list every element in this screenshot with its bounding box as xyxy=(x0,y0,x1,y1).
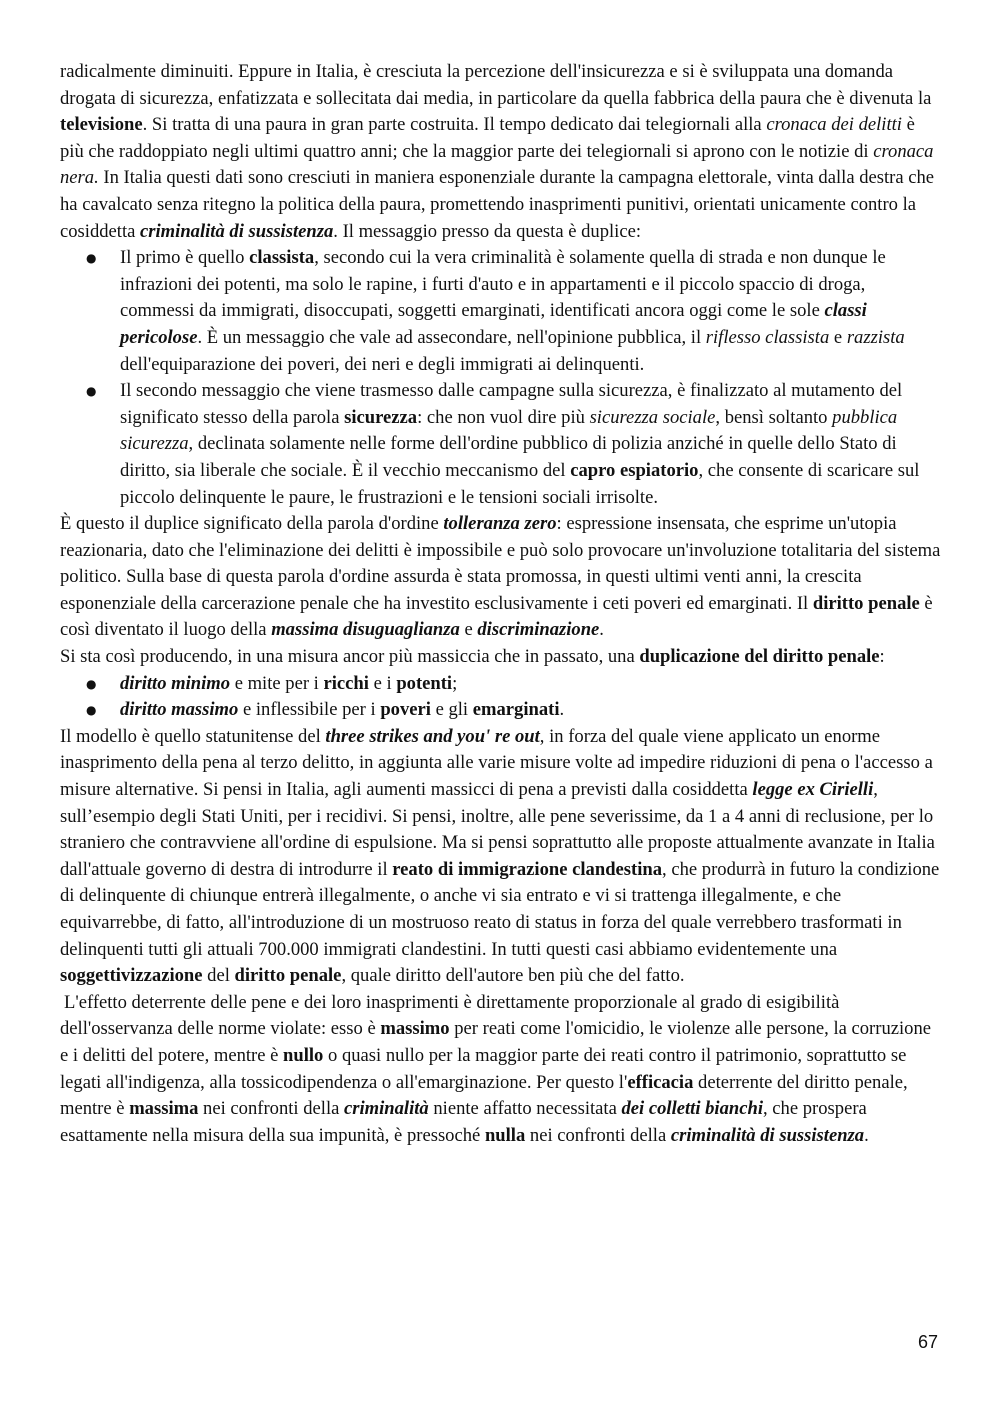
text-run: ; xyxy=(452,672,458,694)
text-run: , che prospera esattamente nella misura della sua impunità, è pressoché xyxy=(60,1098,867,1146)
text-run: razzista xyxy=(846,326,905,348)
text-run: dell'equiparazione dei poveri, dei neri e degli immigrati ai delinquenti. xyxy=(120,353,645,375)
paragraph-tolleranza-zero xyxy=(60,511,942,644)
text-run: niente affatto necessitata xyxy=(428,1098,622,1120)
text-run: diritto penale xyxy=(234,965,342,987)
text-run: . Si tratta di una paura in gran parte costruita. Il tempo dedicato dai telegiornali alla xyxy=(142,114,767,136)
text-run: , declinata solamente nelle forme dell'ordine pubblico di polizia anziché in quelle dello Stato di diritto, sia liberale che sociale. È il vecchio meccanismo del xyxy=(120,433,897,481)
text-run: criminalità di sussistenza xyxy=(670,1124,865,1146)
text-run: massima disuguaglianza xyxy=(271,619,460,641)
text-run: nullo xyxy=(283,1044,324,1066)
text-run: , bensì soltanto xyxy=(715,406,833,428)
text-run: e i xyxy=(368,672,397,694)
bullet-list-diritto xyxy=(60,671,942,724)
text-run: duplicazione del diritto penale xyxy=(639,646,880,668)
text-run: radicalmente diminuiti. Eppure in Italia, è cresciuta la percezione dell'insicurezza e si è sviluppata una domanda drogata di sicurezza, enfatizzata e sollecitata dai media, in particolare da quella fabbrica della paura che è divenuta la xyxy=(60,61,932,109)
text-run: In Italia questi dati sono cresciuti in maniera esponenziale durante la campagna elettorale, vinta dalla destra che ha cavalcato senza ritegno la politica della paura, promettendo inasprimenti punitivi, orientati unicamente contro la cosiddetta xyxy=(60,167,935,242)
text-run: legge ex Cirielli xyxy=(752,779,874,801)
text-run: nulla xyxy=(484,1124,526,1146)
paragraph-duplicazione xyxy=(60,644,942,671)
text-run: emarginati xyxy=(472,699,560,721)
text-run: : che non vuol dire più xyxy=(417,406,590,428)
text-run: diritto penale xyxy=(812,592,920,614)
text-run: deterrente del diritto penale, mentre è xyxy=(60,1071,908,1120)
text-run: pubblica sicurezza xyxy=(120,406,898,455)
text-run: : xyxy=(879,646,885,668)
text-run: , in forza del quale viene applicato un enorme inasprimento della pena al terzo delitto, in aggiunta alle varie misure volte ad impedire riduzioni di pena o l'accesso a misure alternative. Si pensi in Italia, agli aumenti massicci di pena a previsti dalla cosiddetta xyxy=(60,725,933,801)
paragraph-modello-statunitense xyxy=(60,724,942,990)
text-run: cronaca dei delitti xyxy=(766,114,902,136)
text-run: o quasi nullo per la maggior parte dei reati contro il patrimonio, soprattutto se legati all'indigenza, alla tossicodipendenza o all'emarginazione. Per questo l' xyxy=(60,1044,907,1093)
text-run: cronaca nera. xyxy=(60,140,934,189)
text-run: diritto minimo xyxy=(120,672,231,694)
text-run: Si sta così producendo, in una misura ancor più massiccia che in passato, una xyxy=(60,646,640,668)
text-run: reato di immigrazione clandestina xyxy=(392,858,663,880)
text-run: efficacia xyxy=(627,1071,694,1093)
text-run: sicurezza sociale xyxy=(589,406,716,428)
text-run: è così diventato il luogo della xyxy=(60,592,933,641)
document-body xyxy=(60,59,942,1149)
text-run: soggettivizzazione xyxy=(60,965,203,987)
text-run: riflesso classista xyxy=(705,326,830,348)
text-run: e mite per i xyxy=(230,672,324,694)
text-run: per reati come l'omicidio, le violenze alle persone, la corruzione e i delitti del potere, mentre è xyxy=(60,1018,932,1066)
text-run: del xyxy=(202,965,235,987)
text-run: e inflessibile per i xyxy=(238,699,381,721)
text-run: classista xyxy=(249,247,315,269)
paragraph-insicurezza xyxy=(60,59,942,245)
text-run: . xyxy=(559,699,565,721)
text-run: massimo xyxy=(380,1018,450,1040)
text-run: dei colletti bianchi xyxy=(621,1098,763,1120)
text-run: . È un messaggio che vale ad assecondare, nell'opinione pubblica, il xyxy=(197,326,706,348)
list-item-classista xyxy=(120,245,942,378)
text-run: Il modello è quello statunitense del xyxy=(60,725,326,747)
paragraph-effetto-deterrente xyxy=(60,990,942,1150)
text-run: e xyxy=(459,619,478,641)
text-run: , che consente di scaricare sul piccolo delinquente le paure, le frustrazioni e le tensioni sociali irrisolte. xyxy=(120,459,920,508)
text-run: discriminazione xyxy=(477,619,600,641)
text-run: criminalità xyxy=(344,1098,429,1120)
text-run: È questo il duplice significato della parola d'ordine xyxy=(60,513,444,535)
text-run: ricchi xyxy=(323,672,369,694)
text-run: diritto massimo xyxy=(120,699,239,721)
text-run: televisione xyxy=(60,114,143,136)
text-run: e gli xyxy=(430,699,473,721)
text-run: potenti xyxy=(396,672,453,694)
text-run: . Il messaggio presso da questa è duplice: xyxy=(333,220,642,242)
text-run: poveri xyxy=(380,699,431,721)
text-run: , quale diritto dell'autore ben più che del fatto. xyxy=(341,965,685,987)
text-run: massima xyxy=(129,1098,199,1120)
text-run: : espressione insensata, che esprime un'utopia reazionaria, dato che l'eliminazione dei delitti è impossibile e può solo provocare un'involuzione totalitaria del sistema politico. Sulla base di questa parola d'ordine assurda è stata promossa, in questi ultimi venti anni, la crescita esponenziale della carcerazione penale che ha investito esclusivamente i ceti poveri ed emarginati. Il xyxy=(60,513,941,614)
text-run: , che produrrà in futuro la condizione di delinquente di chiunque entrerà illegalmente, o anche vi sia entrato e vi si trattenga illegalmente, e che equivarrebbe, di fatto, all'introduzione di un mostruoso reato di status in forza del quale verrebbero trasformati in delinquenti tutti gli attuali 700.000 immigrati clandestini. In tutti questi casi abbiamo evidentemente una xyxy=(60,858,940,960)
list-item-diritto-massimo xyxy=(120,697,942,724)
text-run: Il primo è quello xyxy=(120,247,250,269)
bullet-list-messaggi xyxy=(60,245,942,511)
text-run: three strikes and you' re out xyxy=(325,725,540,747)
text-run: classi pericolose xyxy=(120,300,867,348)
text-run: è più che raddoppiato negli ultimi quattro anni; che la maggior parte dei telegiornali si aprono con le notizie di xyxy=(60,114,915,162)
text-run: tolleranza zero xyxy=(443,513,557,535)
list-item-diritto-minimo xyxy=(120,671,942,698)
text-run: Il secondo messaggio che viene trasmesso dalle campagne sulla sicurezza, è finalizzato al mutamento del significato stesso della parola xyxy=(120,380,903,428)
text-run: sicurezza xyxy=(344,406,418,428)
list-item-sicurezza xyxy=(120,378,942,511)
text-run: capro espiatorio xyxy=(570,459,699,481)
text-run: . xyxy=(864,1124,869,1146)
text-run: , secondo cui la vera criminalità è solamente quella di strada e non dunque le infrazioni dei potenti, ma solo le rapine, i furti d'auto e in appartamenti e il piccolo spaccio di droga, commessi da immigrati, disoccupati, soggetti emarginati, identificati ancora oggi come le sole xyxy=(120,247,886,322)
text-run: , sull’esempio degli Stati Uniti, per i recidivi. Si pensi, inoltre, alle pene severissime, da 1 a 4 anni di reclusione, per lo straniero che contravviene all'ordine di espulsione. Ma si pensi soprattutto alle proposte attualmente avanzate in Italia dall'attuale governo di destra di introdurre il xyxy=(60,779,935,880)
text-run: nei confronti della xyxy=(198,1098,345,1120)
page-number: 67 xyxy=(917,1332,938,1352)
text-run: e xyxy=(829,326,847,348)
text-run: criminalità di sussistenza xyxy=(140,220,334,242)
text-run: L'effetto deterrente delle pene e dei loro inasprimenti è direttamente proporzionale al grado di esigibilità dell'osservanza delle norme violate: esso è xyxy=(60,991,840,1040)
text-run: nei confronti della xyxy=(525,1124,671,1146)
text-run: . xyxy=(599,619,604,641)
